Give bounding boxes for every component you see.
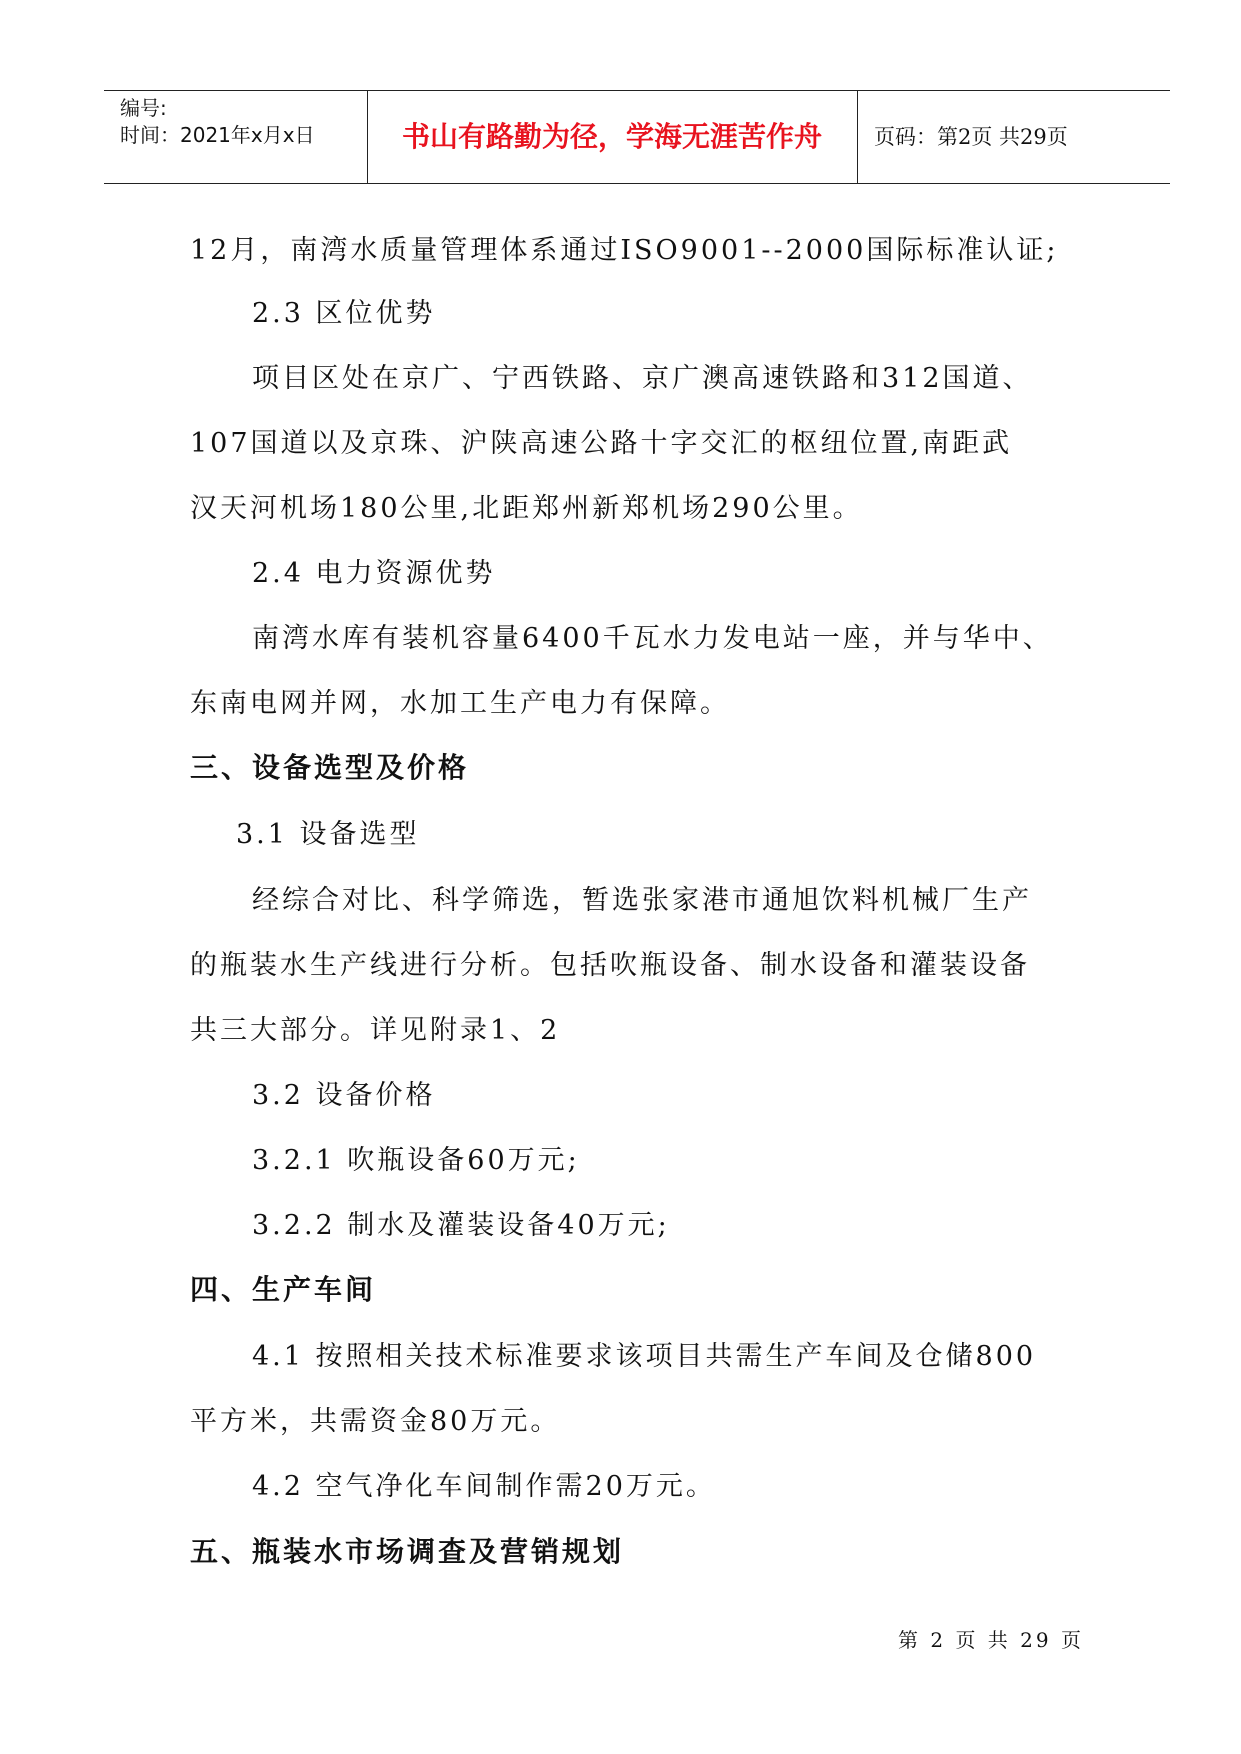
- paragraph-line: 南湾水库有装机容量6400千瓦水力发电站一座，并与华中、: [252, 623, 1053, 654]
- paragraph-line: 4.2 空气净化车间制作需20万元。: [252, 1471, 716, 1502]
- paragraph-line: 共三大部分。详见附录1、2: [190, 1015, 561, 1046]
- paragraph-line: 东南电网并网，水加工生产电力有保障。: [190, 688, 730, 719]
- paragraph-line: 经综合对比、科学筛选，暂选张家港市通旭饮料机械厂生产: [252, 885, 1032, 916]
- paragraph-line: 项目区处在京广、宁西铁路、京广澳高速铁路和312国道、: [252, 363, 1033, 394]
- chapter-heading-3: 三、设备选型及价格: [190, 751, 470, 784]
- chapter-heading-4: 四、生产车间: [190, 1273, 377, 1306]
- paragraph-line: 12月，南湾水质量管理体系通过ISO9001--2000国际标准认证;: [190, 235, 1059, 266]
- doc-date: 时间：2021年x月x日: [120, 123, 315, 147]
- section-heading-3-1: 3.1 设备选型: [236, 819, 420, 850]
- page-header: [104, 90, 1170, 184]
- paragraph-line: 107国道以及京珠、沪陕高速公路十字交汇的枢纽位置,南距武: [190, 428, 1013, 459]
- paragraph-line: 平方米，共需资金80万元。: [190, 1406, 561, 1437]
- footer-page-number: 第 2 页 共 29 页: [898, 1628, 1084, 1652]
- header-meta: [120, 95, 315, 149]
- paragraph-line: 汉天河机场180公里,北距郑州新郑机场290公里。: [190, 493, 863, 524]
- doc-number: 编号:: [120, 96, 167, 120]
- header-divider: [857, 91, 858, 183]
- section-heading-2-4: 2.4 电力资源优势: [252, 558, 496, 589]
- price-item: 3.2.1 吹瓶设备60万元;: [252, 1145, 580, 1176]
- chapter-heading-5: 五、瓶装水市场调查及营销规划: [190, 1535, 625, 1568]
- paragraph-line: 4.1 按照相关技术标准要求该项目共需生产车间及仓储800: [252, 1341, 1037, 1372]
- header-page-number: 页码：第2页 共29页: [874, 125, 1068, 149]
- section-heading-2-3: 2.3 区位优势: [252, 298, 436, 329]
- price-item: 3.2.2 制水及灌装设备40万元;: [252, 1210, 670, 1241]
- section-heading-3-2: 3.2 设备价格: [252, 1080, 436, 1111]
- paragraph-line: 的瓶装水生产线进行分析。包括吹瓶设备、制水设备和灌装设备: [190, 950, 1030, 981]
- header-motto: 书山有路勤为径，学海无涯苦作舟: [401, 120, 822, 153]
